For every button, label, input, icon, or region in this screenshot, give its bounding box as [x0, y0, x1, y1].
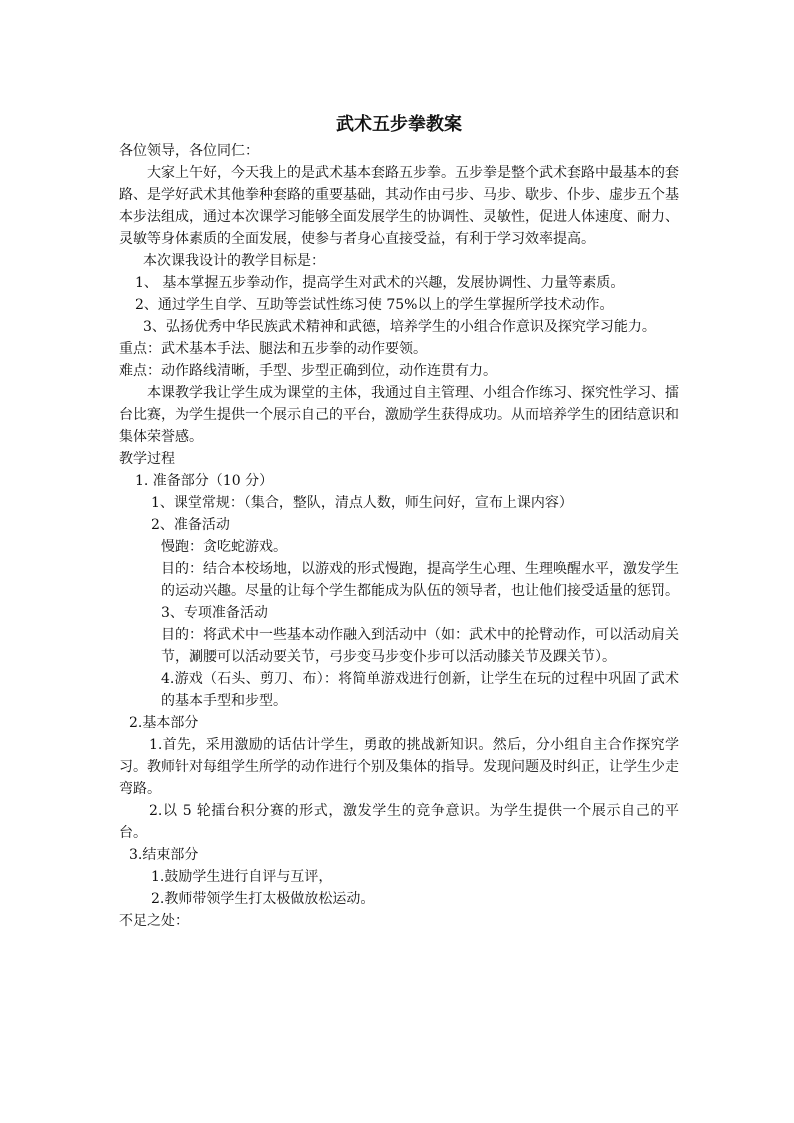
greeting: 各位领导，各位同仁：	[119, 143, 259, 159]
part2-item: 1.首先，采用激励的话估计学生，勇敢的挑战新知识。然后，分小组自主合作探究学习。教师针对每组学生所学的动作进行个别及集体的指导。发现问题及时纠正，让学生少走弯路。	[119, 737, 679, 797]
part2-heading: 2.基本部分	[129, 715, 199, 731]
key-points: 重点：武术基本手法、腿法和五步拳的动作要领。	[119, 341, 427, 357]
goal-item: 1、 基本掌握五步拳动作，提高学生对武术的兴趣，发展协调性、力量等素质。	[135, 275, 625, 291]
part1-heading: 1. 准备部分（10 分）	[135, 473, 274, 489]
goal-item: 2、通过学生自学、互助等尝试性练习使 75%以上的学生掌握所学技术动作。	[135, 297, 614, 313]
part1-game: 4.游戏（石头、剪刀、布）：将简单游戏进行创新，让学生在玩的过程中巩固了武术的基本手型和步型。	[161, 671, 679, 709]
part1-warmup-purpose: 目的：结合本校场地，以游戏的形式慢跑，提高学生心理、生理唤醒水平，激发学生的运动兴趣。尽量的让每个学生都能成为队伍的领导者，也让他们接受适量的惩罚。	[161, 561, 679, 599]
process-heading: 教学过程	[119, 451, 175, 467]
part3-heading: 3.结束部分	[129, 847, 199, 863]
lesson-plan-document	[119, 110, 679, 932]
part1-special-purpose: 目的：将武术中一些基本动作融入到活动中（如：武术中的抡臂动作，可以活动肩关节，涮腰可以活动要关节，弓步变马步变仆步可以活动膝关节及踝关节）。	[161, 627, 679, 665]
part1-warmup-heading: 2、准备活动	[151, 517, 230, 533]
goals-intro: 本次课我设计的教学目标是：	[143, 253, 325, 269]
difficulties: 难点：动作路线清晰，手型、步型正确到位，动作连贯有力。	[119, 363, 497, 379]
goal-item: 3、弘扬优秀中华民族武术精神和武德，培养学生的小组合作意识及探究学习能力。	[143, 319, 656, 335]
part1-special-heading: 3、专项准备活动	[161, 605, 268, 621]
part1-routine: 1、课堂常规：（集合，整队，清点人数，师生问好，宣布上课内容）	[151, 495, 573, 511]
part3-item: 1.鼓励学生进行自评与互评，	[151, 869, 333, 885]
document-title: 武术五步拳教案	[336, 114, 462, 135]
shortcomings: 不足之处：	[119, 913, 189, 929]
part3-item: 2.教师带领学生打太极做放松运动。	[151, 891, 375, 907]
method-paragraph: 本课教学我让学生成为课堂的主体，我通过自主管理、小组合作练习、探究性学习、擂台比赛，为学生提供一个展示自己的平台，激励学生获得成功。从而培养学生的团结意识和集体荣誉感。	[119, 385, 679, 445]
part2-item: 2.以 5 轮擂台积分赛的形式，激发学生的竞争意识。为学生提供一个展示自己的平台。	[119, 803, 679, 841]
intro-paragraph: 大家上午好，今天我上的是武术基本套路五步拳。五步拳是整个武术套路中最基本的套路、是学好武术其他拳种套路的重要基础，其动作由弓步、马步、歇步、仆步、虚步五个基本步法组成，通过本次课学习能够全面发展学生的协调性、灵敏性，促进人体速度、耐力、灵敏等身体素质的全面发展，使参与者身心直接受益，有利于学习效率提高。	[119, 165, 679, 247]
part1-warmup-game: 慢跑：贪吃蛇游戏。	[161, 539, 287, 555]
